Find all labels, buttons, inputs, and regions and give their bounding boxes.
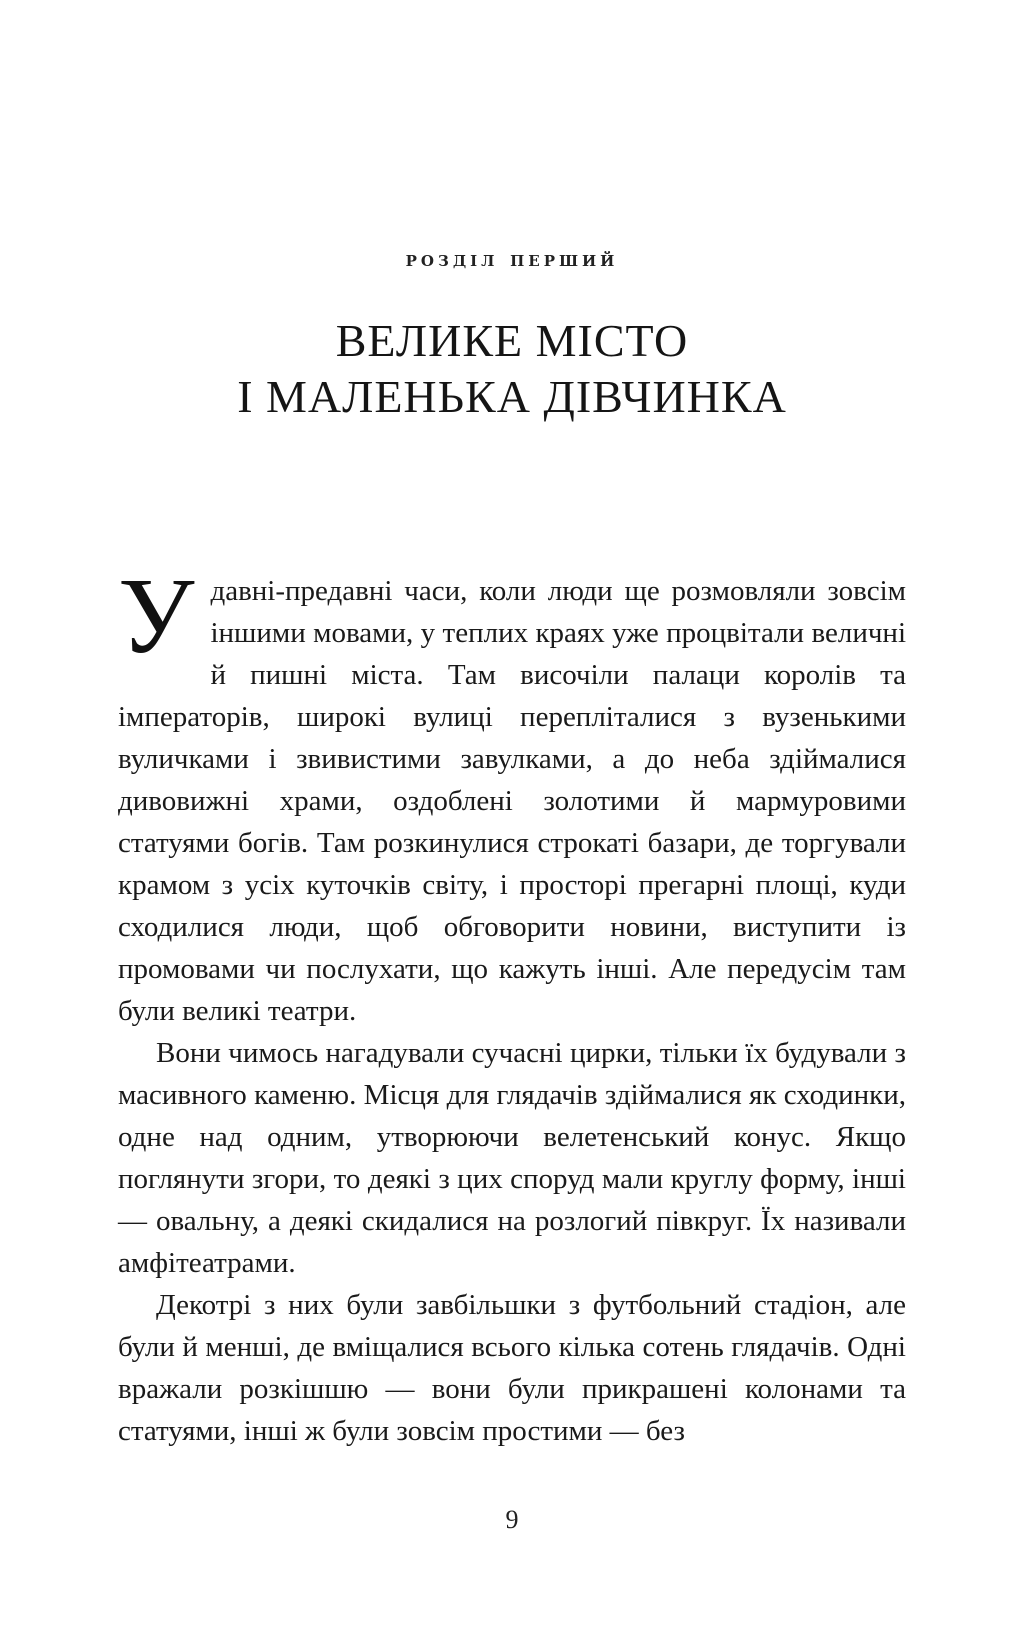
drop-cap: У	[118, 557, 195, 676]
chapter-label: розділ перший	[405, 246, 619, 272]
body-text	[118, 557, 906, 1452]
paragraph-text: давні-предавні часи, коли люди ще розмовляли зовсім іншими мовами, у теплих краях уже процвітали величні й пишні міста. Там височіли палаци королів та імператорів, широкі вулиці перепліталися з вузенькими вуличками і звивистими завулками, а до неба здіймалися дивовижні храми, оздоблені золотими й мармуровими статуями богів. Там розкинулися строкаті базари, де торгували крамом з усіх куточків світу, і просторі прегарні площі, куди сходилися люди, щоб обговорити новини, виступити із промовами чи послухати, що кажуть інші. Але передусім там були великі театри.	[118, 575, 906, 1027]
paragraph	[118, 557, 906, 1032]
chapter-title-line-2: І МАЛЕНЬКА ДІВЧИНКА	[237, 371, 787, 422]
paragraph: Вони чимось нагадували сучасні цирки, тільки їх будували з масивного каменю. Місця для глядачів здіймалися як сходинки, одне над одним, утворюючи велетенський конус. Якщо поглянути згори, то деякі з цих споруд мали круглу форму, інші — овальну, а деякі скидалися на розлогий півкруг. Їх називали амфітеатрами.	[118, 1037, 906, 1279]
chapter-title-line-1: ВЕЛИКЕ МІСТО	[335, 315, 689, 366]
paragraph: Декотрі з них були завбільшки з футбольний стадіон, але були й менші, де вміщалися всього кілька сотень глядачів. Одні вражали розкішшю — вони були прикрашені колонами та статуями, інші ж були зовсім простими — без	[118, 1289, 906, 1447]
chapter-title	[0, 313, 1024, 425]
page-number: 9	[505, 1505, 519, 1534]
